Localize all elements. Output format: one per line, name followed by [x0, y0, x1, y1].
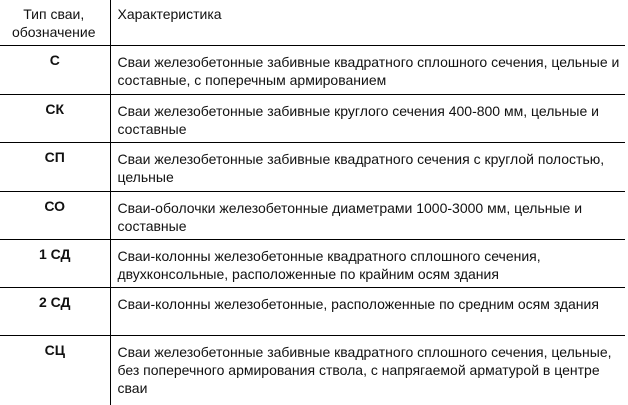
pile-description: Сваи-колонны железобетонные, расположенные по средним осям здания — [110, 287, 625, 335]
pile-code: СЦ — [0, 335, 110, 405]
header-characteristic: Характеристика — [117, 6, 222, 22]
pile-description: Сваи железобетонные забивные круглого сечения 400-800 мм, цельные и составные — [110, 94, 625, 142]
pile-code: СО — [0, 191, 110, 239]
pile-description: Сваи железобетонные забивные квадратного сплошного сечения, цельные и составные, с поперечным армированием — [110, 45, 625, 94]
table-row — [0, 45, 625, 94]
table-row — [0, 142, 625, 191]
pile-code: СП — [0, 142, 110, 191]
table-header-row — [0, 0, 625, 45]
pile-description: Сваи железобетонные забивные квадратного сечения с круглой полостью, цельные — [110, 142, 625, 191]
pile-code: 1 СД — [0, 239, 110, 287]
pile-code: С — [0, 45, 110, 94]
table-row — [0, 239, 625, 287]
table-row — [0, 287, 625, 335]
pile-code: 2 СД — [0, 287, 110, 335]
table-row — [0, 94, 625, 142]
pile-description: Сваи-колонны железобетонные квадратного сплошного сечения, двухконсольные, расположенные по крайним осям здания — [110, 239, 625, 287]
table-row — [0, 335, 625, 405]
table-row — [0, 191, 625, 239]
pile-description: Сваи железобетонные забивные квадратного сплошного сечения, цельные, без поперечного армирования ствола, с напрягаемой арматурой в центре сваи — [110, 335, 625, 405]
pile-code: СК — [0, 94, 110, 142]
header-pile-type: Тип сваи, обозначение — [0, 0, 110, 45]
pile-description: Сваи-оболочки железобетонные диаметрами 1000-3000 мм, цельные и составные — [110, 191, 625, 239]
